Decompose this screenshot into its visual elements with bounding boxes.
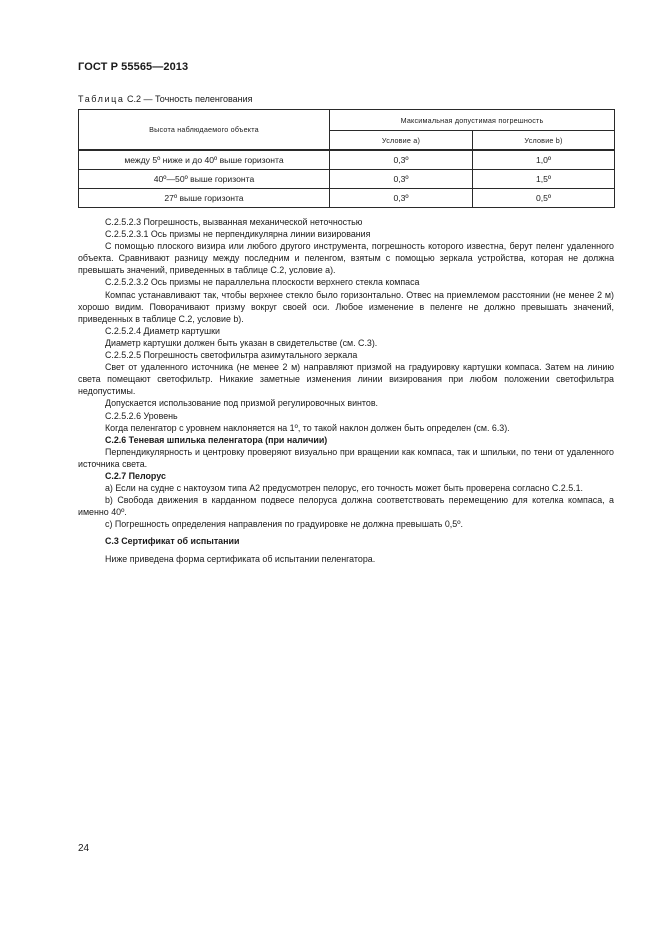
paragraph: Допускается использование под призмой регулировочных винтов. xyxy=(105,398,379,409)
document-id: ГОСТ Р 55565—2013 xyxy=(78,61,189,73)
page-number: 24 xyxy=(78,843,90,854)
cell-condition-a: 0,3º xyxy=(330,150,473,170)
paragraph: Перпендикулярность и центровку проверяют визуально при вращении как компаса, так и шпильки, по тени от удаленного источника света. xyxy=(78,446,614,469)
section-heading-bold: С.3 Сертификат об испытании xyxy=(105,536,240,547)
paragraph: Ниже приведена форма сертификата об испытании пеленгатора. xyxy=(105,553,376,564)
section-heading: С.2.5.2.6 Уровень xyxy=(105,410,178,421)
list-item: а) Если на судне с нактоузом типа А2 предусмотрен пелорус, его точность может быть проверена согласно С.2.5.1. xyxy=(105,483,584,494)
section-heading: С.2.5.2.3 Погрешность, вызванная механической неточностью xyxy=(105,217,363,227)
paragraph: Когда пеленгатор с уровнем наклоняется на 1º, то такой наклон должен быть определен (см. 6.3). xyxy=(105,422,510,433)
cell-condition-b: 0,5º xyxy=(473,189,615,208)
section-heading-bold: С.2.7 Пелорус xyxy=(105,470,166,481)
paragraph: Диаметр картушки должен быть указан в свидетельстве (см. С.3). xyxy=(105,337,378,348)
paragraph: Свет от удаленного источника (не менее 2 м) направляют призмой на градуировку картушки компаса. Затем на линию света помещают светофильтр. Никакие заметные изменения линии визирования при любом положении светофильтра недопустимы. xyxy=(78,362,614,397)
accuracy-table xyxy=(78,109,615,208)
list-item: b) Свобода движения в карданном подвесе пелоруса должна соответствовать перемещению для котелка компаса, а именно 40º. xyxy=(78,495,614,518)
section-heading: С.2.5.2.4 Диаметр картушки xyxy=(105,325,220,336)
cell-condition-a: 0,3º xyxy=(330,170,473,189)
section-heading: С.2.5.2.5 Погрешность светофильтра азимутального зеркала xyxy=(105,350,358,361)
col-header-max-error: Максимальная допустимая погрешность xyxy=(330,110,615,131)
col-header-object: Высота наблюдаемого объекта xyxy=(79,110,330,151)
cell-object: 27º выше горизонта xyxy=(79,189,330,208)
cell-condition-a: 0,3º xyxy=(330,189,473,208)
col-header-condition-b: Условие b) xyxy=(473,131,615,151)
col-header-condition-a: Условие а) xyxy=(330,131,473,151)
body-text xyxy=(78,216,614,565)
cell-object: 40º—50º выше горизонта xyxy=(79,170,330,189)
cell-condition-b: 1,0º xyxy=(473,150,615,170)
table-header-row xyxy=(79,110,615,131)
section-heading-bold: С.2.6 Теневая шпилька пеленгатора (при наличии) xyxy=(105,434,328,445)
table-caption xyxy=(78,94,253,104)
list-item: с) Погрешность определения направления по градуировке не должна превышать 0,5º. xyxy=(105,519,463,530)
section-heading: С.2.5.2.3.1 Ось призмы не перпендикулярна линии визирования xyxy=(105,229,371,240)
table-row xyxy=(79,170,615,189)
table-caption-title: С.2 — Точность пеленгования xyxy=(124,94,253,104)
cell-object: между 5º ниже и до 40º выше горизонта xyxy=(79,150,330,170)
cell-condition-b: 1,5º xyxy=(473,170,615,189)
paragraph: Компас устанавливают так, чтобы верхнее стекло было горизонтально. Отвес на приемлемом расстоянии (не менее 2 м) хорошо видим. Поворачивают призму вокруг своей оси. Любое изменение в пеленге не должно превышать значений, приведенных в таблице С.2, условие b). xyxy=(78,289,614,324)
table-caption-word: Таблица xyxy=(78,94,125,104)
table-row xyxy=(79,150,615,170)
table-row xyxy=(79,189,615,208)
section-heading: С.2.5.2.3.2 Ось призмы не параллельна плоскости верхнего стекла компаса xyxy=(105,277,420,288)
paragraph: С помощью плоского визира или любого другого инструмента, погрешность которого известна, берут пеленг удаленного объекта. Сравнивают разницу между последним и пеленгом, взятым с помощью зеркала устройства, которая не должна превышать значений, приведенных в таблице С.2, условие а). xyxy=(78,241,614,276)
